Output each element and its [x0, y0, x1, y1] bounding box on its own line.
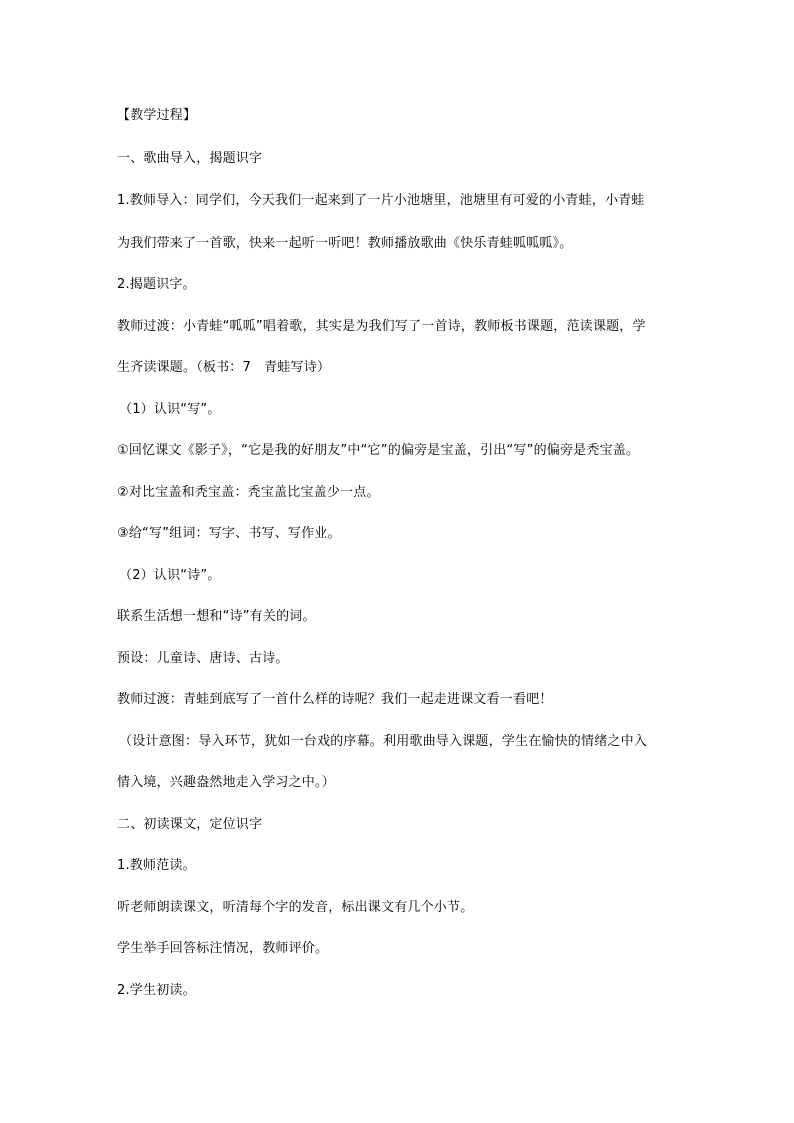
- section-heading-1: 一、歌曲导入，揭题识字: [117, 151, 263, 166]
- paragraph-line: 听老师朗读课文，听清每个字的发音，标出课文有几个小节。: [117, 900, 474, 915]
- paragraph-line: 预设：儿童诗、唐诗、古诗。: [117, 651, 289, 666]
- paragraph-line: 1.教师范读。: [117, 858, 196, 873]
- paragraph-line: 1.教师导入：同学们，今天我们一起来到了一片小池塘里，池塘里有可爱的小青蛙，小青蛙: [117, 193, 645, 208]
- paragraph-line: 生齐读课题。（板书：7 青蛙写诗）: [117, 360, 331, 375]
- paragraph-line: 教师过渡：青蛙到底写了一首什么样的诗呢？我们一起走进课文看一看吧！: [117, 692, 553, 707]
- paragraph-line: ②对比宝盖和秃宝盖：秃宝盖比宝盖少一点。: [117, 485, 380, 500]
- paragraph-line: ①回忆课文《影子》，“它是我的好朋友”中“它”的偏旁是宝盖，引出“写”的偏旁是秃宝盖。: [117, 443, 640, 458]
- paragraph-line: 为我们带来了一首歌，快来一起听一听吧！教师播放歌曲《快乐青蛙呱呱呱》。: [117, 236, 573, 251]
- section-heading-2: 二、初读课文，定位识字: [117, 817, 263, 832]
- paragraph-line: 联系生活想一想和“诗”有关的词。: [117, 609, 316, 624]
- paragraph-line: 情入境，兴趣盎然地走入学习之中。）: [117, 775, 335, 790]
- paragraph-line: 2.揭题识字。: [117, 277, 196, 292]
- paragraph-line: （设计意图：导入环节，犹如一台戏的序幕。利用歌曲导入课题，学生在愉快的情绪之中入: [119, 734, 648, 749]
- paragraph-line: （2）认识“诗”。: [119, 568, 221, 583]
- paragraph-line: 学生举手回答标注情况，教师评价。: [117, 941, 329, 956]
- paragraph-line: （1）认识“写”。: [119, 402, 221, 417]
- section-heading-teaching-process: 【教学过程】: [117, 108, 197, 123]
- paragraph-line: ③给“写”组词：写字、书写、写作业。: [117, 526, 341, 541]
- paragraph-line: 2.学生初读。: [117, 983, 196, 998]
- paragraph-line: 教师过渡：小青蛙“呱呱”唱着歌，其实是为我们写了一首诗，教师板书课题，范读课题，学: [117, 319, 646, 334]
